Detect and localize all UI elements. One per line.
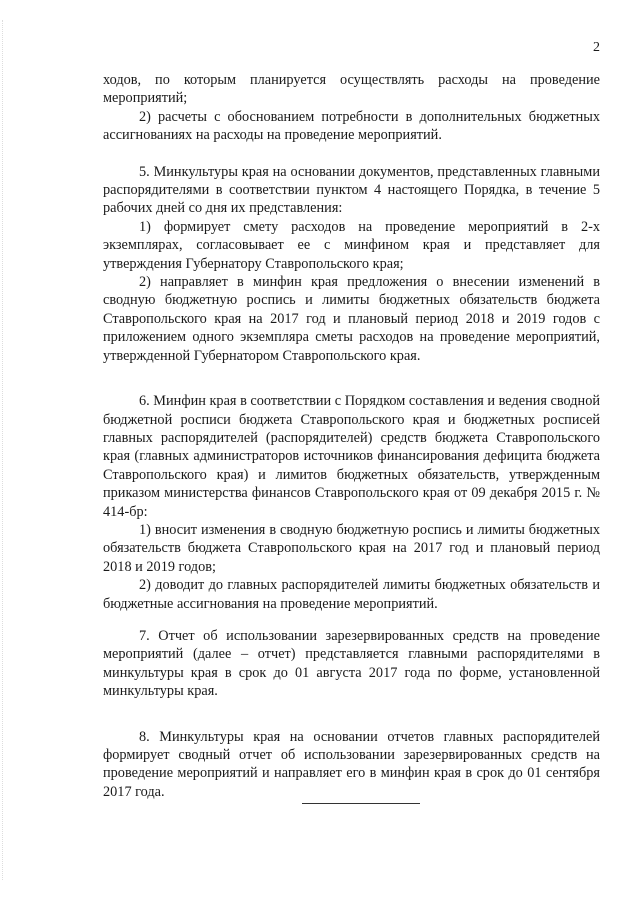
paragraph-section-7: 7. Отчет об использовании зарезервированных средств на проведение мероприятий (далее – отчет) представляется главными распорядителями в минкультуры края в срок до 01 августа 2017 года по форме, установленной минкультуры края. bbox=[103, 627, 600, 700]
paragraph-section-6-item-1: 1) вносит изменения в сводную бюджетную роспись и лимиты бюджетных обязательств бюджета Ставропольского края на 2017 год и плановый период 2018 и 2019 годов; bbox=[103, 521, 600, 575]
paragraph-section-5-item-2: 2) направляет в минфин края предложения о внесении изменений в сводную бюджетную роспись и лимиты бюджетных обязательств бюджета Ставропольского края на 2017 год и плановый период 2018 и 2019 годов с приложением одного экземпляра сметы расходов на проведение мероприятий, утвержденной Губернатором Ставропольского края. bbox=[103, 274, 600, 364]
paragraph-section-6: 6. Минфин края в соответствии с Порядком составления и ведения сводной бюджетной росписи бюджета Ставропольского края и бюджетных росписей главных распорядителей (распорядителей) средств бюджета Ставропольского края (главных администраторов источников финансирования дефицита бюджета Ставропольского края) и лимитов бюджетных обязательств, утвержденным приказом министерства финансов Ставропольского края от 09 декабря 2015 г. № 414-бр: bbox=[103, 393, 600, 520]
paragraph-section-5: 5. Минкультуры края на основании документов, представленных главными распорядителями в соответствии пунктом 4 настоящего Порядка, в течение 5 рабочих дней со дня их представления: bbox=[103, 163, 600, 217]
page-number: 2 bbox=[593, 40, 600, 55]
paragraph-continuation: ходов, по которым планируется осуществлять расходы на проведение мероприятий; bbox=[103, 72, 600, 107]
end-of-document-line bbox=[302, 803, 420, 804]
paragraph-section-5-item-1: 1) формирует смету расходов на проведение мероприятий в 2-х экземплярах, согласовывает ее с минфином края и представляет для утверждения Губернатору Ставропольского края; bbox=[103, 218, 600, 272]
paragraph-section-8: 8. Минкультуры края на основании отчетов главных распорядителей формирует сводный отчет об использовании зарезервированных средств на проведение мероприятий и направляет его в минфин края в срок до 01 сентября 2017 года. bbox=[103, 728, 600, 800]
scan-margin-marks bbox=[2, 20, 7, 880]
paragraph-item-2-calculations: 2) расчеты с обоснованием потребности в дополнительных бюджетных ассигнованиях на расходы на проведение мероприятий. bbox=[103, 108, 600, 144]
paragraph-section-6-item-2: 2) доводит до главных распорядителей лимиты бюджетных обязательств и бюджетные ассигнования на проведение мероприятий. bbox=[103, 577, 600, 612]
document-body bbox=[103, 71, 600, 801]
